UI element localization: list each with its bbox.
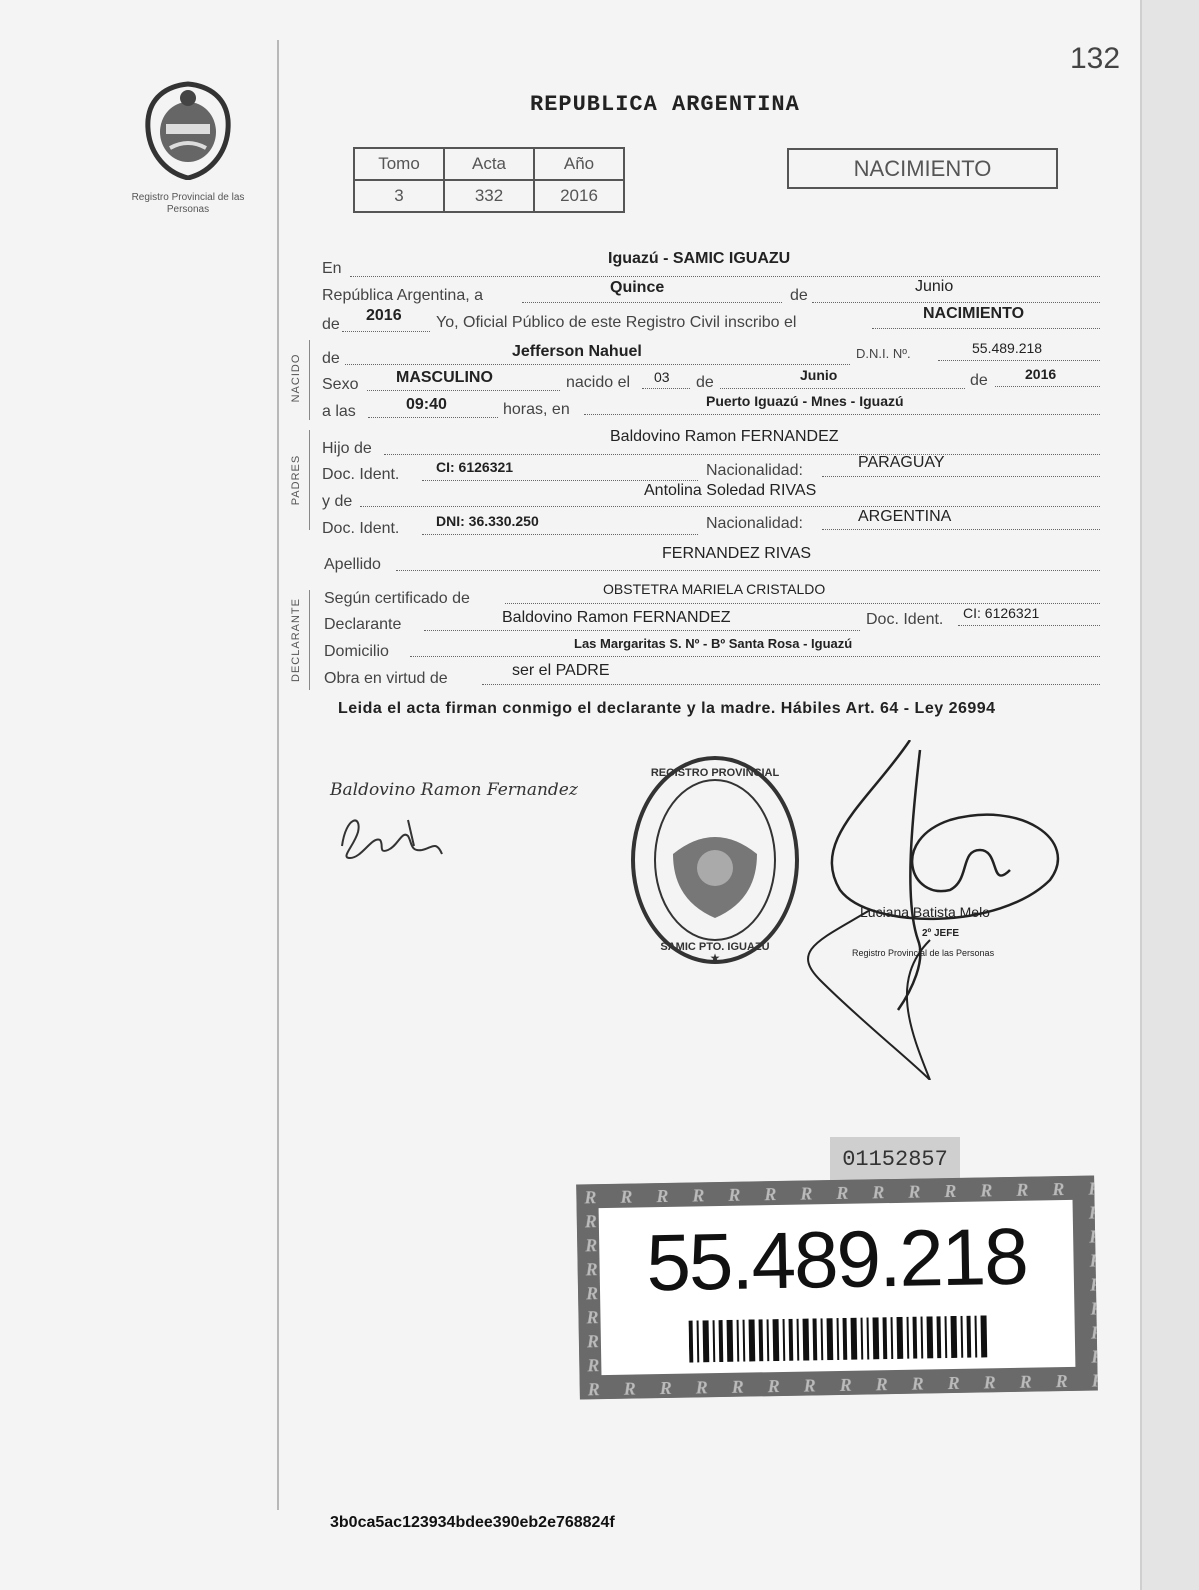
record-value-acta: 332 — [444, 180, 534, 212]
value-hora: 09:40 — [406, 396, 447, 413]
value-padre-nacionalidad: PARAGUAY — [858, 454, 945, 471]
record-value-tomo: 3 — [354, 180, 444, 212]
dotted-line — [350, 276, 1100, 277]
dotted-line — [368, 417, 498, 418]
value-nac-mes: Junio — [800, 367, 838, 383]
dotted-line — [360, 506, 1100, 507]
label-y-de: y de — [322, 493, 353, 510]
value-domicilio: Las Margaritas S. Nº - Bº Santa Rosa - Iguazú — [574, 636, 853, 651]
dni-sticker — [576, 1175, 1098, 1399]
dotted-line — [422, 534, 698, 535]
closing-statement: Leida el acta firman conmigo el declarante y la madre. Hábiles Art. 64 - Ley 26994 — [338, 700, 996, 717]
label-nacionalidad-madre: Nacionalidad: — [706, 515, 803, 532]
label-yo-oficial: Yo, Oficial Público de este Registro Civil inscribo el — [436, 314, 797, 331]
value-madre-doc: DNI: 36.330.250 — [436, 513, 539, 529]
label-a-las: a las — [322, 403, 356, 420]
value-nombre: Jefferson Nahuel — [512, 343, 642, 360]
dotted-line — [367, 390, 560, 391]
svg-text:★: ★ — [709, 951, 721, 965]
value-anio: 2016 — [366, 307, 402, 324]
dotted-line — [938, 360, 1100, 361]
label-en: En — [322, 260, 342, 277]
label-de: de — [790, 287, 808, 304]
value-apellido: FERNANDEZ RIVAS — [662, 545, 812, 562]
document-title: REPUBLICA ARGENTINA — [530, 92, 800, 117]
label-doc-ident-padre: Doc. Ident. — [322, 466, 400, 483]
side-label-padres: PADRES — [290, 454, 302, 506]
declarante-signature-name: Baldovino Ramon Fernandez — [330, 780, 578, 800]
dotted-line — [424, 630, 860, 631]
label-declarante: Declarante — [324, 616, 402, 633]
value-declarante: Baldovino Ramon FERNANDEZ — [502, 609, 731, 626]
barcode — [689, 1315, 990, 1362]
side-label-declarante: DECLARANTE — [290, 598, 302, 682]
label-republica: República Argentina, a — [322, 287, 483, 304]
dotted-line — [384, 454, 1100, 455]
record-header-anio: Año — [534, 148, 624, 180]
sticker-dni-number: 55.489.218 — [645, 1211, 1028, 1308]
label-hijo-de: Hijo de — [322, 440, 372, 457]
dotted-line — [345, 364, 850, 365]
label-segun-certificado: Según certificado de — [324, 590, 470, 607]
dotted-line — [410, 656, 1100, 657]
record-header-tomo: Tomo — [354, 148, 444, 180]
dotted-line — [505, 603, 1100, 604]
value-segun-certificado: OBSTETRA MARIELA CRISTALDO — [603, 581, 826, 597]
value-nac-dia: 03 — [654, 369, 670, 385]
value-decl-doc: CI: 6126321 — [963, 605, 1040, 621]
label-apellido: Apellido — [324, 556, 381, 573]
stamp-top-text: REGISTRO PROVINCIAL — [650, 767, 780, 779]
stamp-bottom-text: SAMIC PTO. IGUAZU — [660, 941, 770, 953]
logo-caption: Registro Provincial de las Personas — [131, 192, 245, 215]
margin-line — [277, 40, 279, 1510]
officer-name: Luciana Batista Melo — [860, 904, 990, 920]
dotted-line — [584, 414, 1100, 415]
dotted-line — [872, 328, 1100, 329]
value-mes: Junio — [915, 278, 954, 295]
dotted-line — [422, 480, 698, 481]
label-nacido-de: de — [322, 350, 340, 367]
dotted-line — [482, 684, 1100, 685]
dotted-line — [396, 570, 1100, 571]
value-dia: Quince — [610, 279, 665, 296]
officer-organization: Registro Provincial de las Personas — [852, 948, 995, 958]
label-doc-ident-madre: Doc. Ident. — [322, 520, 400, 537]
label-nacido-el: nacido el — [566, 374, 631, 391]
officer-title: 2º JEFE — [922, 928, 960, 939]
value-obra-virtud: ser el PADRE — [512, 662, 610, 679]
dotted-line — [958, 625, 1100, 626]
certificate-type: NACIMIENTO — [787, 148, 1058, 189]
dotted-line — [342, 331, 430, 332]
label-decl-doc-ident: Doc. Ident. — [866, 611, 944, 628]
value-dni: 55.489.218 — [972, 340, 1043, 356]
declarante-signature — [332, 806, 452, 866]
label-sexo: Sexo — [322, 376, 359, 393]
dotted-line — [822, 529, 1100, 530]
label-nacionalidad-padre: Nacionalidad: — [706, 462, 803, 479]
coat-of-arms-logo — [140, 80, 236, 180]
record-table — [353, 147, 625, 213]
dotted-line — [522, 302, 782, 303]
dotted-line — [822, 476, 1100, 477]
label-nac-de2: de — [970, 372, 988, 389]
side-divider-nacido — [309, 340, 310, 420]
control-number: 01152857 — [830, 1137, 960, 1183]
dotted-line — [812, 302, 1100, 303]
dotted-line — [720, 388, 965, 389]
value-padre: Baldovino Ramon FERNANDEZ — [610, 428, 839, 445]
label-obra-virtud: Obra en virtud de — [324, 670, 448, 687]
side-divider-declarante — [309, 590, 310, 690]
value-madre: Antolina Soledad RIVAS — [644, 482, 817, 499]
value-madre-nacionalidad: ARGENTINA — [858, 508, 952, 525]
value-padre-doc: CI: 6126321 — [436, 459, 514, 475]
side-divider-padres — [309, 430, 310, 530]
document-hash: 3b0ca5ac123934bdee390eb2e768824f — [330, 1514, 615, 1531]
label-nac-de: de — [696, 374, 714, 391]
side-label-nacido: NACIDO — [290, 353, 302, 403]
value-sexo: MASCULINO — [396, 369, 493, 386]
label-de-anio: de — [322, 316, 340, 333]
value-nac-anio: 2016 — [1025, 366, 1057, 382]
record-header-acta: Acta — [444, 148, 534, 180]
page-number: 132 — [1070, 42, 1121, 75]
official-stamp — [625, 750, 805, 970]
dotted-line — [995, 386, 1100, 387]
label-horas-en: horas, en — [503, 401, 570, 418]
record-value-anio: 2016 — [534, 180, 624, 212]
value-inscribo: NACIMIENTO — [923, 305, 1025, 322]
value-lugar-inscripcion: Iguazú - SAMIC IGUAZU — [608, 250, 791, 267]
dotted-line — [642, 388, 690, 389]
value-lugar-nacimiento: Puerto Iguazú - Mnes - Iguazú — [706, 393, 904, 409]
label-domicilio: Domicilio — [324, 643, 389, 660]
label-dni: D.N.I. Nº. — [856, 346, 911, 361]
sticker-label — [599, 1200, 1076, 1375]
